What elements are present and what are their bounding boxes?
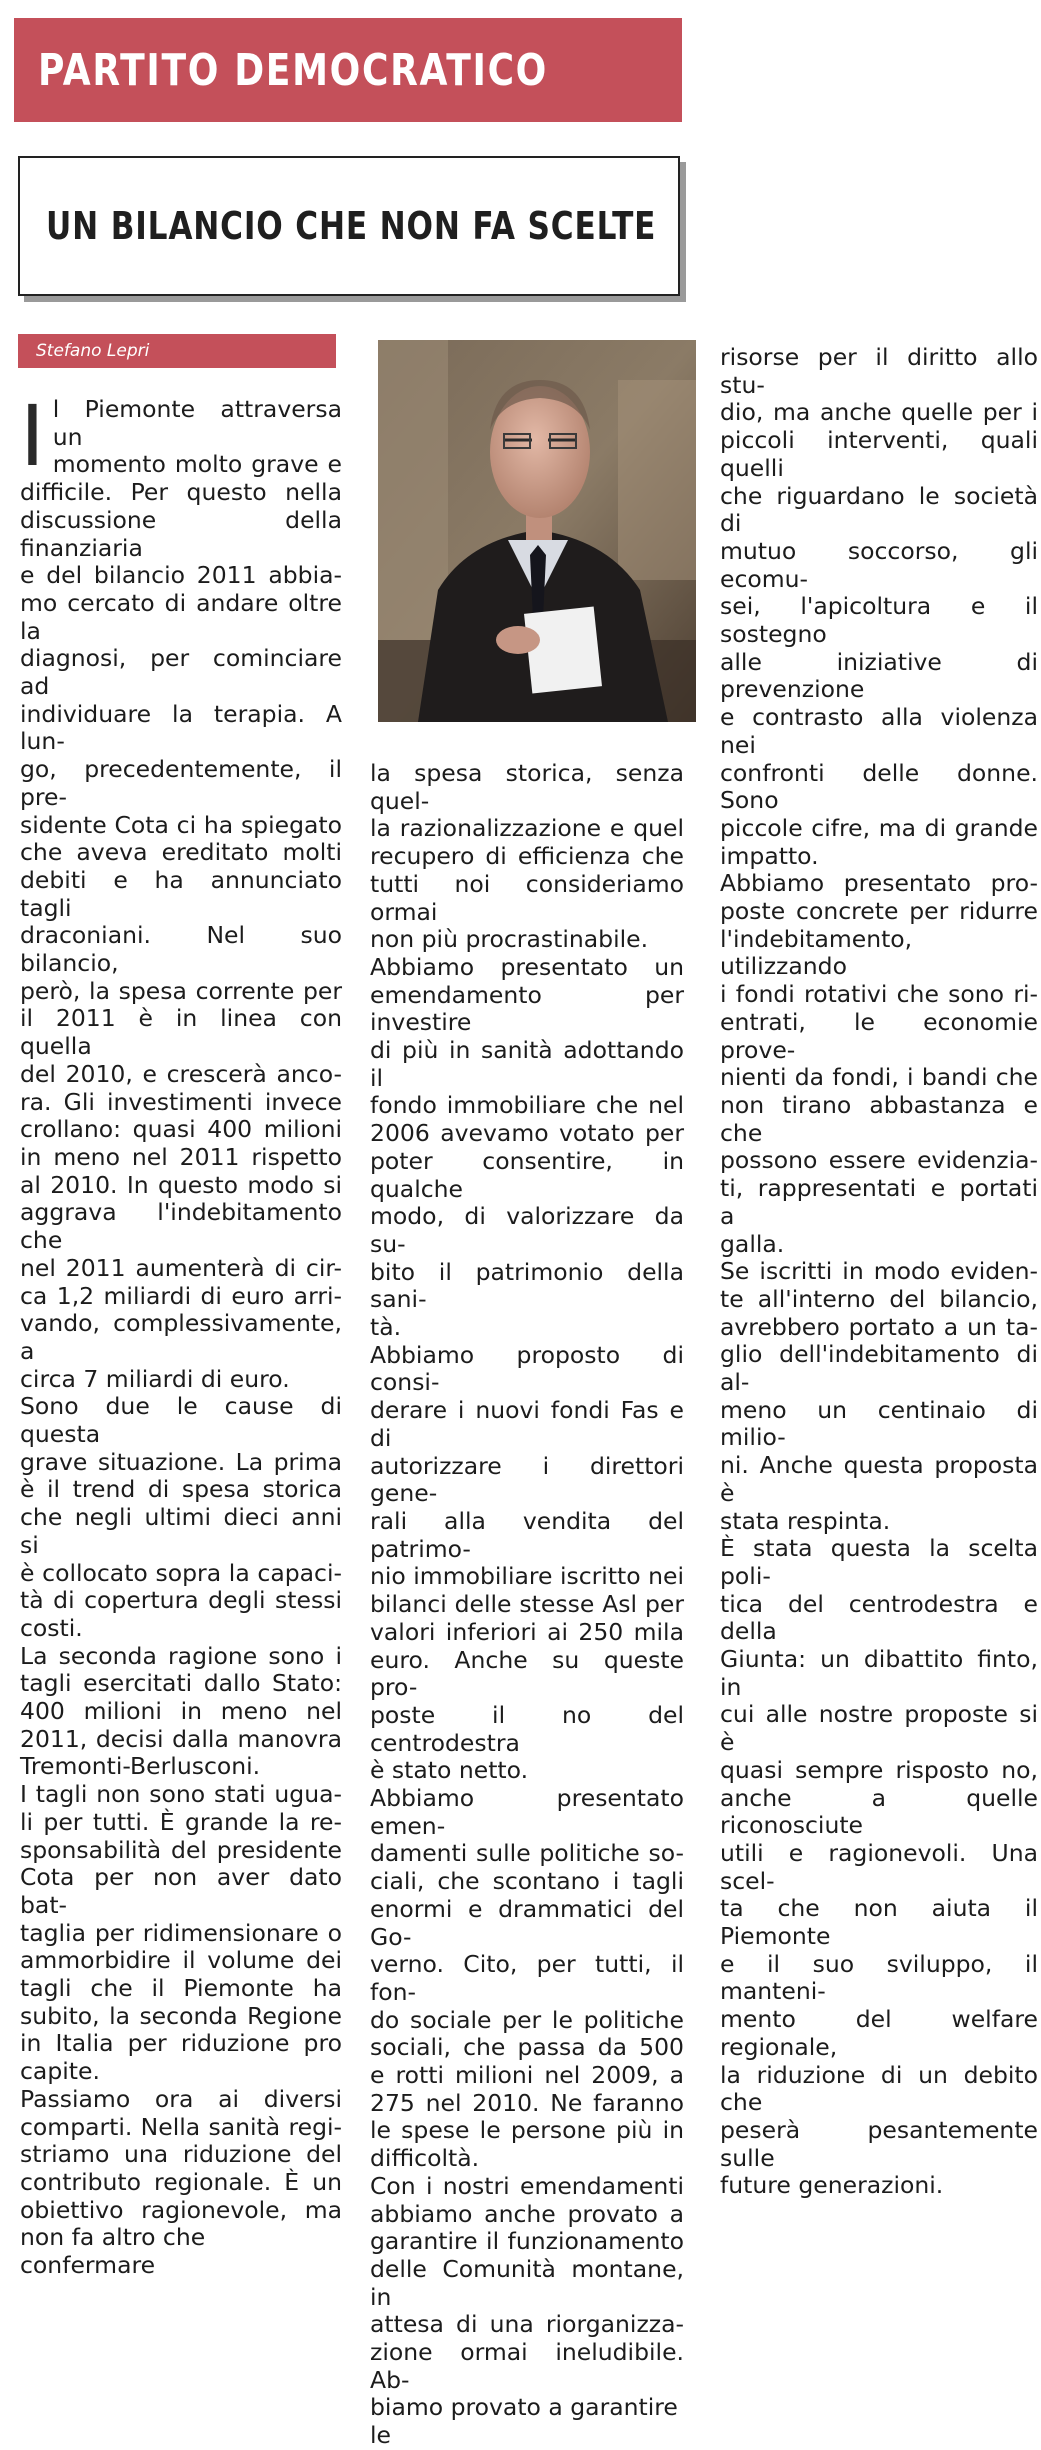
text-line: piccole cifre, ma di grande — [720, 813, 1038, 842]
text-line: crollano: quasi 400 milioni — [20, 1115, 342, 1144]
text-line: l'indebitamento, utilizzando — [720, 924, 913, 981]
text-line: grave situazione. La prima — [20, 1447, 342, 1476]
text-line: e contrasto alla violenza nei — [720, 703, 1038, 759]
text-line: 275 nel 2010. Ne faranno — [370, 2088, 684, 2117]
text-line: mo cercato di andare oltre la — [20, 588, 342, 645]
text-line: capite. — [20, 2057, 100, 2086]
text-line: sidente Cota ci ha spiegato — [20, 810, 342, 839]
text-line: biamo provato a garantire le — [370, 2393, 678, 2450]
section-title: PARTITO DEMOCRATICO — [38, 44, 549, 96]
text-line: euro. Anche su queste pro- — [370, 1645, 684, 1702]
text-line: poter consentire, in qualche — [370, 1146, 684, 1203]
text-line: quasi sempre risposto no, — [720, 1755, 1038, 1784]
text-line: non più procrastinabile. — [370, 925, 649, 954]
text-line: peserà pesantemente sulle — [720, 2116, 1038, 2172]
text-line: Se iscritti in modo eviden- — [720, 1257, 1038, 1286]
text-line: il 2011 è in linea con quella — [20, 1004, 342, 1061]
text-line: discussione della finanziaria — [20, 505, 342, 562]
text-line: rali alla vendita del patrimo- — [370, 1506, 684, 1563]
text-line: costi. — [20, 1613, 83, 1642]
text-line: verno. Cito, per tutti, il fon- — [370, 1950, 684, 2006]
text-line: debiti e ha annunciato tagli — [20, 865, 342, 922]
text-line: la spesa storica, senza quel- — [370, 759, 684, 815]
text-line: tà. — [370, 1313, 402, 1342]
drop-cap: I — [20, 387, 45, 485]
author-name: Stefano Lepri — [36, 341, 150, 361]
text-line: mento del welfare regionale, — [720, 2005, 1038, 2061]
text-line: poste concrete per ridurre — [720, 897, 1038, 926]
text-line: 400 milioni in meno nel — [20, 1697, 342, 1726]
text-line: però, la spesa corrente per — [20, 976, 342, 1005]
text-line: difficoltà. — [370, 2144, 480, 2173]
text-line: cui alle nostre proposte si è — [720, 1700, 1038, 1757]
text-line: garantire il funzionamento — [370, 2227, 684, 2256]
portrait-photo-icon — [378, 340, 696, 722]
text-line: ammorbidire il volume dei — [20, 1946, 342, 1975]
text-line: piccoli interventi, quali quelli — [720, 426, 1038, 482]
text-line: galla. — [720, 1229, 785, 1258]
text-line: la riduzione di un debito che — [720, 2060, 1038, 2117]
text-line: modo, di valorizzare da su- — [370, 1202, 684, 1258]
text-line: Giunta: un dibattito finto, in — [720, 1645, 1038, 1701]
text-line: Passiamo ora ai diversi — [20, 2084, 342, 2113]
article-title: UN BILANCIO CHE NON FA SCELTE — [46, 204, 657, 248]
text-line: draconiani. Nel suo bilancio, — [20, 921, 342, 978]
text-line: zione ormai ineludibile. Ab- — [370, 2338, 684, 2394]
text-line: autorizzare i direttori gene- — [370, 1451, 684, 1508]
text-line: I tagli non sono stati ugua- — [20, 1780, 342, 1809]
text-line: Sono due le cause di questa — [20, 1392, 342, 1449]
text-line: obiettivo ragionevole, ma — [20, 2195, 342, 2224]
text-line: nel 2011 aumenterà di cir- — [20, 1253, 342, 1282]
text-line: comparti. Nella sanità regi- — [20, 2112, 342, 2141]
text-line: ca 1,2 miliardi di euro arri- — [20, 1281, 342, 1310]
text-line: dio, ma anche quelle per i — [720, 398, 1038, 427]
text-line: contributo regionale. È un — [20, 2168, 342, 2196]
text-line: fondo immobiliare che nel — [370, 1091, 684, 1120]
text-line: aggrava l'indebitamento che — [20, 1198, 342, 1255]
text-line: la razionalizzazione e quel — [370, 814, 684, 843]
text-line: in Italia per riduzione pro — [20, 2029, 342, 2058]
text-line: subito, la seconda Regione — [20, 2001, 342, 2030]
text-line: La seconda ragione sono i — [20, 1641, 342, 1670]
text-line: glio dell'indebitamento di al- — [720, 1340, 1038, 1397]
article-title-box — [18, 156, 680, 296]
section-banner — [14, 18, 682, 122]
text-line: enormi e drammatici del Go- — [370, 1894, 684, 1951]
text-line: sei, l'apicoltura e il sostegno — [720, 592, 1038, 649]
text-line: bilanci delle stesse Asl per — [370, 1590, 684, 1619]
text-line: Cota per non aver dato bat- — [20, 1863, 342, 1919]
text-line: che aveva ereditato molti — [20, 838, 342, 867]
text-line: taglia per ridimensionare o — [20, 1918, 342, 1947]
text-line: di più in sanità adottando il — [370, 1036, 684, 1092]
text-line: è collocato sopra la capaci- — [20, 1558, 342, 1587]
text-line: nienti da fondi, i bandi che — [720, 1063, 1038, 1092]
text-line: vando, complessivamente, a — [20, 1309, 342, 1365]
text-line: 2011, decisi dalla manovra — [20, 1724, 342, 1753]
text-line: tutti noi consideriamo ormai — [370, 869, 684, 926]
text-line: Abbiamo presentato emen- — [370, 1784, 684, 1840]
text-line: anche a quelle riconosciute — [720, 1783, 1038, 1840]
text-line: è il trend di spesa storica — [20, 1475, 342, 1504]
text-line: le spese le persone più in — [370, 2116, 684, 2145]
text-line: tagli che il Piemonte ha — [20, 1974, 342, 2003]
text-line: ta che non aiuta il Piemonte — [720, 1894, 1038, 1951]
text-line: derare i nuovi fondi Fas e di — [370, 1396, 684, 1452]
article-column-2 — [370, 760, 684, 2450]
text-line: tagli esercitati dallo Stato: — [20, 1669, 342, 1698]
text-line: Abbiamo presentato un — [370, 952, 684, 981]
text-line: Abbiamo proposto di consi- — [370, 1340, 684, 1397]
text-line: del 2010, e crescerà anco- — [20, 1059, 342, 1088]
text-line: difficile. Per questo nella — [20, 478, 342, 507]
text-line: ciali, che scontano i tagli — [370, 1867, 684, 1896]
text-line: Abbiamo presentato pro- — [720, 869, 1038, 898]
text-line: è stato netto. — [370, 1756, 529, 1785]
text-line: damenti sulle politiche so- — [370, 1839, 684, 1868]
text-line: ti, rappresentati e portati a — [720, 1174, 1038, 1230]
text-line: meno un centinaio di milio- — [720, 1395, 1038, 1452]
text-line: li per tutti. È grande la re- — [20, 1807, 342, 1836]
text-line: sociali, che passa da 500 — [370, 2033, 684, 2062]
article-column-1 — [20, 387, 342, 2280]
text-line: sponsabilità del presidente — [20, 1835, 342, 1864]
text-line: e del bilancio 2011 abbia- — [20, 561, 342, 590]
text-line: che riguardano le società di — [720, 481, 1038, 538]
text-line: tà di copertura degli stessi — [20, 1586, 342, 1615]
text-line: do sociale per le politiche — [370, 2005, 684, 2034]
text-line: impatto. — [720, 841, 819, 870]
text-line: individuare la terapia. A lun- — [20, 699, 342, 756]
text-line: ni. Anche questa proposta è — [720, 1451, 1038, 1507]
text-line: Con i nostri emendamenti — [370, 2171, 684, 2200]
text-line: stata respinta. — [720, 1506, 891, 1535]
text-line: mutuo soccorso, gli ecomu- — [720, 536, 1038, 593]
text-line: in meno nel 2011 rispetto — [20, 1142, 342, 1171]
text-line: e il suo sviluppo, il manteni- — [720, 1949, 1038, 2006]
text-line: i fondi rotativi che sono ri- — [720, 980, 1038, 1009]
text-line: diagnosi, per cominciare ad — [20, 644, 342, 701]
text-line: confronti delle donne. Sono — [720, 758, 1038, 815]
text-line: l Piemonte attraversa un — [52, 395, 342, 451]
text-line: utili e ragionevoli. Una scel- — [720, 1838, 1038, 1895]
text-line: che negli ultimi dieci anni si — [20, 1503, 342, 1559]
text-line: go, precedentemente, il pre- — [20, 755, 342, 811]
text-line: non fa altro che confermare — [20, 2223, 206, 2280]
author-bar — [18, 334, 336, 368]
text-line: attesa di una riorganizza- — [370, 2310, 684, 2339]
text-line: 2006 avevamo votato per — [370, 1119, 684, 1148]
text-line: È stata questa la scelta poli- — [720, 1534, 1038, 1590]
text-line: risorse per il diritto allo stu- — [720, 343, 1038, 399]
text-line: abbiamo anche provato a — [370, 2199, 684, 2228]
text-line: al 2010. In questo modo si — [20, 1170, 342, 1199]
article-column-3 — [720, 344, 1038, 2200]
text-line: valori inferiori ai 250 mila — [370, 1617, 684, 1646]
text-line: recupero di efficienza che — [370, 842, 684, 871]
text-line: emendamento per investire — [370, 980, 684, 1037]
text-line: ra. Gli investimenti invece — [20, 1087, 342, 1116]
text-line: possono essere evidenzia- — [720, 1146, 1038, 1175]
text-line: alle iniziative di prevenzione — [720, 647, 1038, 704]
text-line: tica del centrodestra e della — [720, 1589, 1038, 1646]
text-line: nio immobiliare iscritto nei — [370, 1562, 684, 1591]
text-line: te all'interno del bilancio, — [720, 1284, 1038, 1313]
text-line: delle Comunità montane, in — [370, 2254, 684, 2311]
text-line: avrebbero portato a un ta- — [720, 1312, 1038, 1341]
text-line: circa 7 miliardi di euro. — [20, 1364, 290, 1393]
text-line: e rotti milioni nel 2009, a — [370, 2061, 684, 2090]
text-line: poste il no del centrodestra — [370, 1700, 684, 1757]
text-line: striamo una riduzione del — [20, 2140, 342, 2169]
text-line: non tirano abbastanza e che — [720, 1090, 1038, 1147]
text-line: bito il patrimonio della sani- — [370, 1257, 684, 1314]
text-line: entrati, le economie prove- — [720, 1007, 1038, 1064]
text-line: future generazioni. — [720, 2171, 944, 2200]
text-line: momento molto grave e — [52, 450, 342, 479]
text-line: Tremonti-Berlusconi. — [20, 1752, 261, 1781]
